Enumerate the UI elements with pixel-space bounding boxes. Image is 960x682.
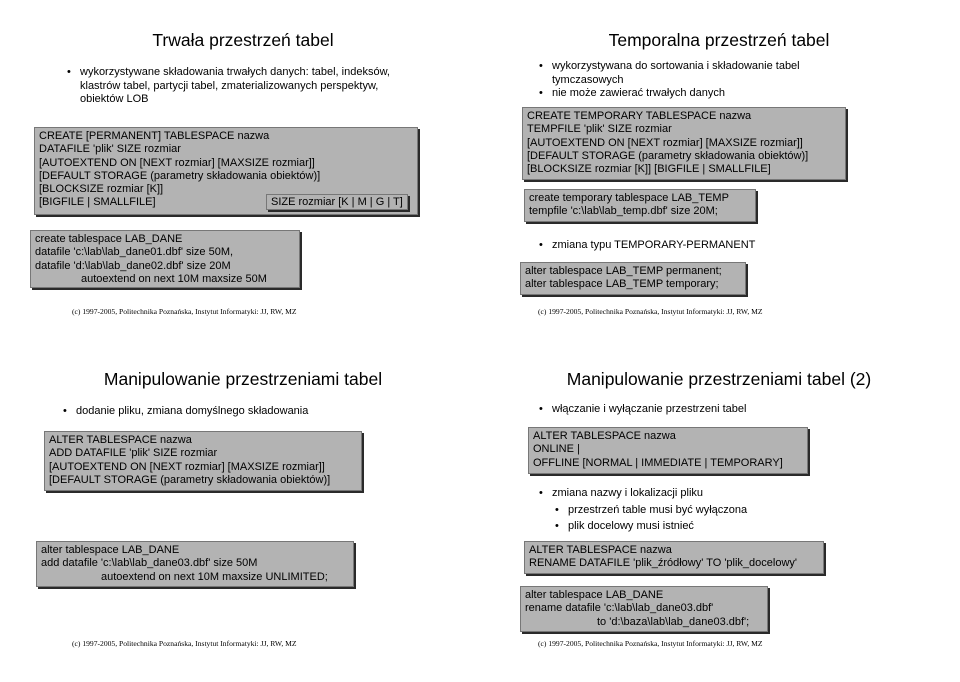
code-line: TEMPFILE 'plik' SIZE rozmiar: [527, 123, 672, 136]
code-line: [DEFAULT STORAGE (parametry składowania obiektów)]: [39, 169, 321, 182]
code-line: [AUTOEXTEND ON [NEXT rozmiar] [MAXSIZE rozmiar]]: [39, 156, 315, 169]
code-line: rename datafile 'c:\lab\lab_dane03.dbf': [525, 602, 714, 615]
slide-title: Temporalna przestrzeń tabel: [608, 30, 830, 50]
code-line: alter tablespace LAB_TEMP temporary;: [525, 278, 719, 291]
list-item: • zmiana typu TEMPORARY-PERMANENT: [538, 239, 848, 253]
code-line: [AUTOEXTEND ON [NEXT rozmiar] [MAXSIZE rozmiar]]: [527, 136, 803, 149]
code-line: datafile 'c:\lab\lab_dane01.dbf' size 50M,: [35, 246, 234, 259]
code-line: tempfile 'c:\lab\lab_temp.dbf' size 20M;: [529, 205, 718, 218]
example-box: [36, 541, 354, 587]
code-line: ONLINE |: [533, 443, 580, 456]
footer: (c) 1997-2005, Politechnika Poznańska, Instytut Informatyki: JJ, RW, MZ: [72, 639, 297, 648]
code-line: alter tablespace LAB_DANE: [41, 544, 180, 556]
size-syntax-box: SIZE rozmiar [K | M | G | T]: [266, 194, 408, 210]
list-item: • wykorzystywane składowania trwałych danych: tabel, indeksów, klastrów tabel, partycji tabel, zmaterializowanych perspektyw, obiektów LOB: [66, 66, 411, 107]
slide-2: [484, 6, 954, 337]
example-box: [30, 230, 300, 288]
footer: (c) 1997-2005, Politechnika Poznańska, Instytut Informatyki: JJ, RW, MZ: [538, 307, 763, 316]
code-line: CREATE TEMPORARY TABLESPACE nazwa: [527, 110, 752, 122]
slide-1: [8, 6, 478, 337]
list-item: • przestrzeń table musi być wyłączona: [538, 504, 848, 518]
code-line: autoextend on next 10M maxsize 50M: [81, 272, 267, 285]
code-line: alter tablespace LAB_TEMP permanent;: [525, 265, 722, 277]
code-line: [BLOCKSIZE rozmiar [K]]: [39, 183, 164, 196]
bullet-list: [538, 487, 848, 534]
code-line: create tablespace LAB_DANE: [35, 233, 183, 245]
code-line: alter tablespace LAB_DANE: [525, 589, 664, 601]
code-line: [AUTOEXTEND ON [NEXT rozmiar] [MAXSIZE rozmiar]]: [49, 460, 325, 473]
slide-title: Manipulowanie przestrzeniami tabel (2): [566, 369, 872, 389]
code-line: ALTER TABLESPACE nazwa: [533, 430, 676, 442]
slide-title: Manipulowanie przestrzeniami tabel: [103, 369, 383, 389]
slide-3: [8, 345, 478, 676]
code-line: OFFLINE [NORMAL | IMMEDIATE | TEMPORARY]: [533, 456, 783, 469]
code-line: autoextend on next 10M maxsize UNLIMITED;: [101, 570, 328, 583]
bullet-list: [66, 66, 411, 107]
bullet-list: [538, 60, 848, 101]
list-item: • wykorzystywana do sortowania i składowanie tabel tymczasowych: [538, 60, 848, 87]
code-line: ADD DATAFILE 'plik' SIZE rozmiar: [49, 447, 218, 460]
list-item: • włączanie i wyłączanie przestrzeni tabel: [538, 403, 848, 417]
footer: (c) 1997-2005, Politechnika Poznańska, Instytut Informatyki: JJ, RW, MZ: [538, 639, 763, 648]
code-line: to 'd:\baza\lab\lab_dane03.dbf';: [597, 615, 750, 628]
code-line: RENAME DATAFILE 'plik_źródłowy' TO 'plik_docelowy': [529, 557, 798, 570]
code-line: [DEFAULT STORAGE (parametry składowania obiektów)]: [527, 149, 809, 162]
list-item: • dodanie pliku, zmiana domyślnego składowania: [62, 405, 407, 419]
code-line: ALTER TABLESPACE nazwa: [529, 544, 672, 556]
code-line: CREATE [PERMANENT] TABLESPACE nazwa: [39, 130, 270, 142]
syntax-box: [44, 431, 362, 491]
example-box: [524, 189, 756, 222]
code-line: [DEFAULT STORAGE (parametry składowania obiektów)]: [49, 473, 331, 486]
bullet-list: [538, 403, 848, 417]
code-line: ALTER TABLESPACE nazwa: [49, 434, 192, 446]
list-item: • zmiana nazwy i lokalizacji pliku: [538, 487, 848, 501]
slide-title: Trwała przestrzeń tabel: [152, 30, 334, 50]
code-line: DATAFILE 'plik' SIZE rozmiar: [39, 143, 181, 156]
list-item: • plik docelowy musi istnieć: [538, 520, 848, 534]
bullet-list: [538, 239, 848, 253]
code-line: [BLOCKSIZE rozmiar [K]] [BIGFILE | SMALLFILE]: [527, 163, 771, 176]
code-line: create temporary tablespace LAB_TEMP: [529, 192, 729, 204]
bullet-list: [62, 405, 407, 419]
list-item: • nie może zawierać trwałych danych: [538, 87, 848, 101]
example-box: [520, 262, 746, 295]
syntax-box: [522, 107, 846, 180]
footer: (c) 1997-2005, Politechnika Poznańska, Instytut Informatyki: JJ, RW, MZ: [72, 307, 297, 316]
code-line: datafile 'd:\lab\lab_dane02.dbf' size 20M: [35, 259, 231, 272]
code-line: add datafile 'c:\lab\lab_dane03.dbf' size 50M: [41, 557, 258, 570]
code-line: [BIGFILE | SMALLFILE]: [39, 196, 156, 209]
syntax-box: [524, 541, 824, 574]
slide-4: [484, 345, 954, 676]
syntax-box: [528, 427, 808, 474]
example-box: [520, 586, 768, 632]
